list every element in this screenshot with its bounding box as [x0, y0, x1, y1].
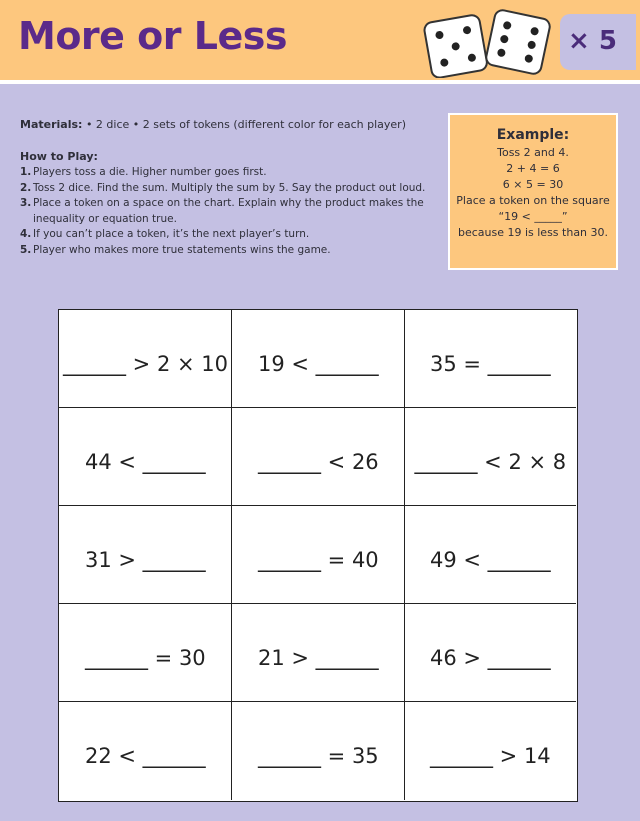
board-cell[interactable] — [232, 310, 405, 408]
board-cell-statement: ______ = 30 — [85, 646, 206, 670]
how-to-play-step — [20, 196, 430, 227]
multiplier-badge-label: × 5 — [568, 26, 617, 56]
board-cell-statement: 49 < ______ — [430, 548, 551, 572]
board-cell[interactable] — [59, 310, 232, 408]
example-line: Place a token on the square — [456, 194, 610, 207]
example-box — [448, 113, 618, 270]
dice-icon — [420, 8, 560, 78]
board-cell[interactable] — [232, 506, 405, 604]
board-cell[interactable] — [405, 702, 576, 800]
step-text: Toss 2 dice. Find the sum. Multiply the sum by 5. Say the product out loud. — [33, 181, 426, 194]
game-board — [58, 309, 578, 802]
example-title: Example: — [496, 127, 570, 143]
board-cell-statement: 44 < ______ — [85, 450, 206, 474]
example-line: 6 × 5 = 30 — [502, 178, 564, 191]
example-line: “19 < _____” — [498, 210, 568, 223]
board-cell-statement: ______ > 14 — [430, 744, 551, 768]
how-to-play-step — [20, 243, 430, 259]
page-title: More or Less — [18, 14, 287, 58]
step-number: 5. — [20, 243, 32, 256]
how-to-play-title: How to Play: — [20, 150, 98, 163]
board-cell-statement: ______ < 2 × 8 — [414, 450, 567, 474]
board-cell[interactable] — [405, 408, 576, 506]
board-cell[interactable] — [232, 408, 405, 506]
board-cell[interactable] — [59, 408, 232, 506]
step-text: Players toss a die. Higher number goes first. — [33, 166, 267, 178]
header-divider — [0, 80, 640, 84]
step-text: Place a token on a space on the chart. Explain why the product makes the inequality or equation true. — [33, 197, 424, 225]
materials-items: • 2 dice • 2 sets of tokens (different color for each player) — [85, 118, 406, 131]
board-cell-statement: 35 = ______ — [430, 352, 551, 376]
materials-line — [20, 118, 406, 131]
example-line: because 19 is less than 30. — [457, 226, 609, 239]
board-cell-statement: ______ > 2 × 10 — [63, 352, 228, 376]
example-line: Toss 2 and 4. — [497, 146, 569, 159]
board-cell-statement: ______ < 26 — [258, 450, 379, 474]
board-cell[interactable] — [232, 604, 405, 702]
board-cell[interactable] — [59, 604, 232, 702]
materials-label: Materials: — [20, 118, 83, 131]
step-text: If you can’t place a token, it’s the next player’s turn. — [33, 228, 310, 240]
how-to-play-steps — [20, 165, 430, 258]
step-number: 2. — [20, 181, 32, 194]
board-cell[interactable] — [405, 506, 576, 604]
step-number: 3. — [20, 197, 32, 209]
step-text: Player who makes more true statements wins the game. — [33, 243, 331, 256]
board-cell-statement: ______ = 35 — [258, 744, 379, 768]
board-cell-statement: 46 > ______ — [430, 646, 551, 670]
board-cell-statement: 22 < ______ — [85, 744, 206, 768]
board-cell[interactable] — [59, 506, 232, 604]
board-cell[interactable] — [232, 702, 405, 800]
step-number: 1. — [20, 166, 32, 178]
board-cell-statement: ______ = 40 — [258, 548, 379, 572]
board-cell[interactable] — [405, 310, 576, 408]
board-cell[interactable] — [59, 702, 232, 800]
board-cell[interactable] — [405, 604, 576, 702]
how-to-play-step — [20, 227, 430, 243]
step-number: 4. — [20, 228, 32, 240]
board-cell-statement: 19 < ______ — [258, 352, 379, 376]
board-cell-statement: 31 > ______ — [85, 548, 206, 572]
board-cell-statement: 21 > ______ — [258, 646, 379, 670]
how-to-play-step — [20, 165, 430, 181]
how-to-play-step — [20, 181, 430, 197]
example-line: 2 + 4 = 6 — [506, 162, 560, 175]
